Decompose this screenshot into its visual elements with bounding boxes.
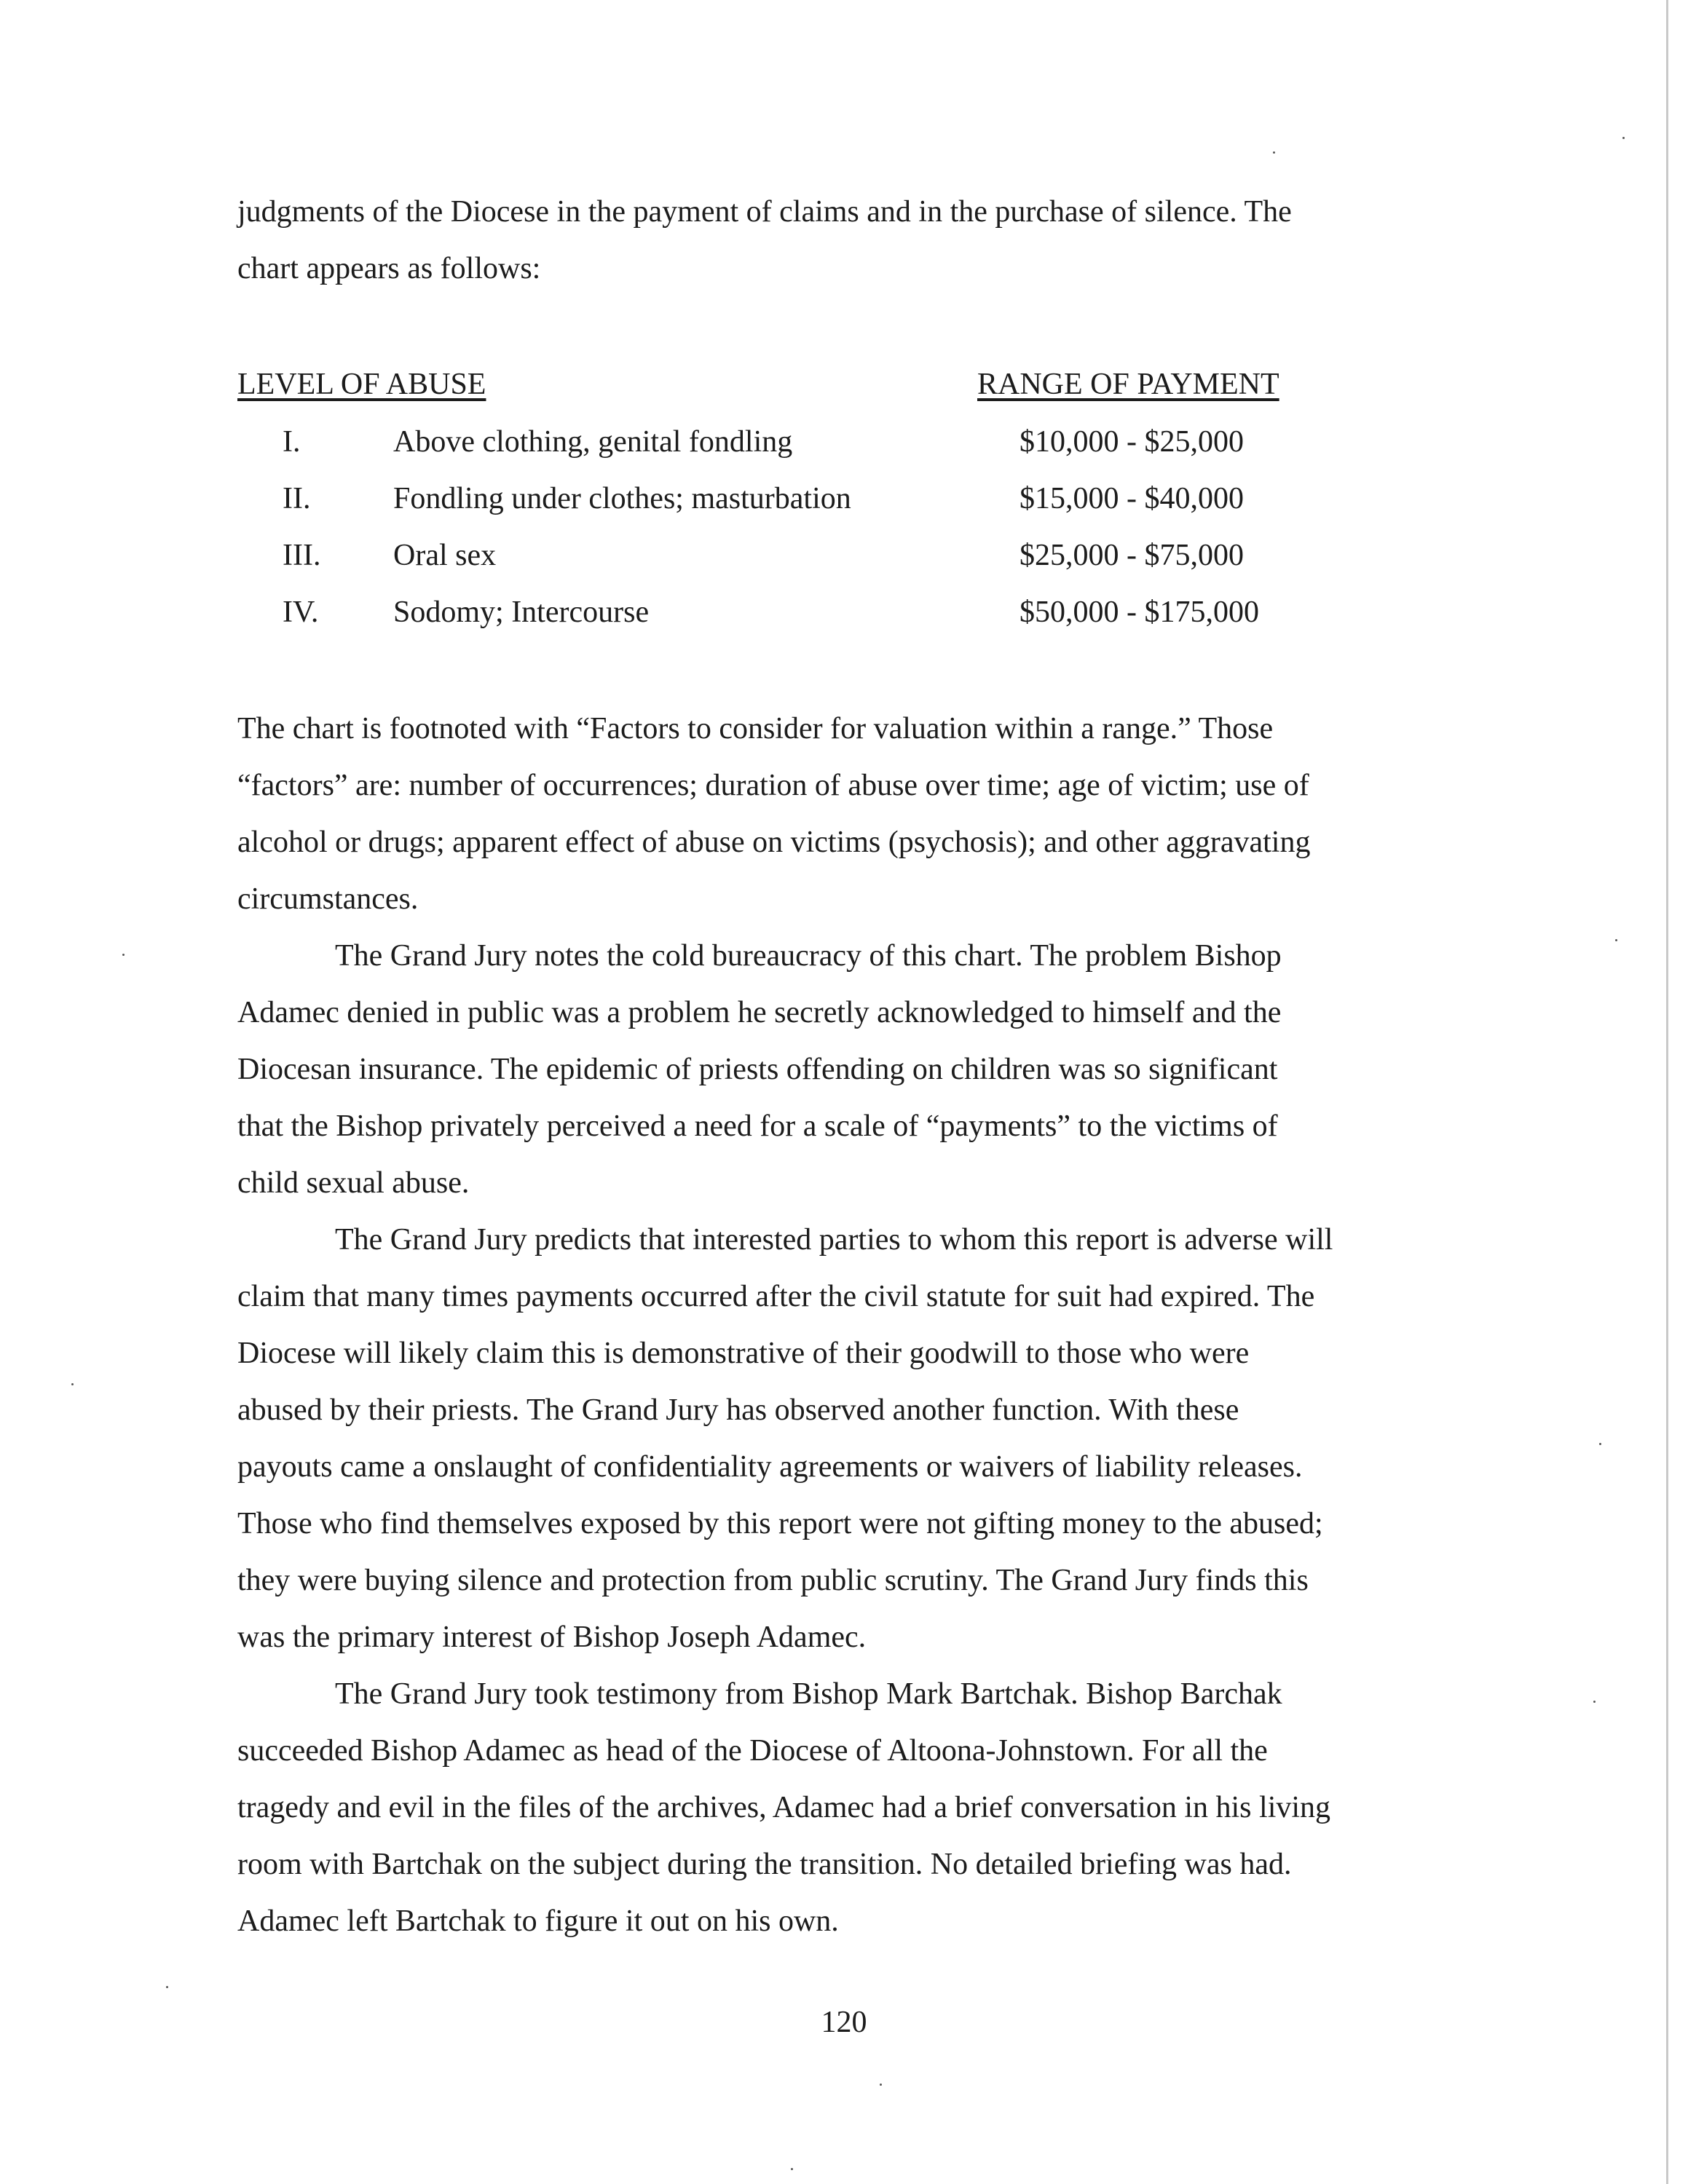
level-number: III. <box>283 539 321 572</box>
paragraph-line: Diocesan insurance. The epidemic of priests offending on children was so significant <box>237 1053 1278 1086</box>
paragraph-line: abused by their priests. The Grand Jury has observed another function. With these <box>237 1393 1239 1427</box>
payment-range: $25,000 - $75,000 <box>1019 539 1244 572</box>
scan-edge-line <box>1666 0 1668 2184</box>
paragraph-line: Those who find themselves exposed by this report were not gifting money to the abused; <box>237 1507 1323 1540</box>
table-row <box>0 414 1688 470</box>
level-number: I. <box>283 425 301 459</box>
paragraph-line: payouts came a onslaught of confidentiality agreements or waivers of liability releases. <box>237 1450 1303 1484</box>
paragraph-line: succeeded Bishop Adamec as head of the Diocese of Altoona-Johnstown. For all the <box>237 1734 1268 1768</box>
scan-speck <box>122 954 125 956</box>
level-description: Fondling under clothes; masturbation <box>393 482 851 515</box>
paragraph-line: room with Bartchak on the subject during the transition. No detailed briefing was had. <box>237 1848 1292 1881</box>
payment-range: $50,000 - $175,000 <box>1019 596 1259 629</box>
paragraph-line: alcohol or drugs; apparent effect of abuse on victims (psychosis); and other aggravating <box>237 826 1311 859</box>
paragraph-line: The Grand Jury predicts that interested parties to whom this report is adverse will <box>335 1223 1333 1257</box>
table-header-range: RANGE OF PAYMENT <box>977 368 1279 401</box>
scan-speck <box>791 2168 793 2170</box>
paragraph-line: child sexual abuse. <box>237 1166 470 1200</box>
level-description: Sodomy; Intercourse <box>393 596 650 629</box>
intro-paragraph <box>237 183 1432 297</box>
scan-speck <box>1273 151 1275 154</box>
paragraph-line: The Grand Jury notes the cold bureaucracy of this chart. The problem Bishop <box>335 939 1282 973</box>
scan-speck <box>1593 1701 1596 1703</box>
scan-speck <box>1622 137 1625 139</box>
level-description: Above clothing, genital fondling <box>393 425 793 459</box>
paragraph-line: that the Bishop privately perceived a need for a scale of “payments” to the victims of <box>237 1109 1278 1143</box>
paragraph-line: Adamec left Bartchak to figure it out on his own. <box>237 1904 839 1938</box>
scan-speck <box>166 1986 168 1988</box>
scan-speck <box>71 1383 74 1385</box>
paragraph-line: claim that many times payments occurred after the civil statute for suit had expired. The <box>237 1280 1315 1313</box>
body-paragraph <box>237 1211 1432 1666</box>
table-header-level: LEVEL OF ABUSE <box>237 368 486 401</box>
table-row <box>0 527 1688 584</box>
payment-range: $10,000 - $25,000 <box>1019 425 1244 459</box>
level-number: IV. <box>283 596 319 629</box>
paragraph-line: Diocese will likely claim this is demonstrative of their goodwill to those who were <box>237 1337 1250 1370</box>
paragraph-line: tragedy and evil in the files of the archives, Adamec had a brief conversation in his living <box>237 1791 1331 1824</box>
paragraph-line: circumstances. <box>237 882 419 916</box>
table-row <box>0 470 1688 527</box>
level-number: II. <box>283 482 311 515</box>
paragraph-line: The chart is footnoted with “Factors to consider for valuation within a range.” Those <box>237 712 1274 745</box>
intro-line: chart appears as follows: <box>237 252 541 285</box>
paragraph-line: they were buying silence and protection from public scrutiny. The Grand Jury finds this <box>237 1564 1309 1597</box>
paragraph-line: The Grand Jury took testimony from Bishop Mark Bartchak. Bishop Barchak <box>335 1677 1282 1711</box>
paragraph-line: Adamec denied in public was a problem he secretly acknowledged to himself and the <box>237 996 1282 1029</box>
body-paragraph <box>237 927 1432 1211</box>
paragraph-line: “factors” are: number of occurrences; duration of abuse over time; age of victim; use of <box>237 769 1309 802</box>
scan-speck <box>1615 939 1617 941</box>
intro-line: judgments of the Diocese in the payment of claims and in the purchase of silence. The <box>237 195 1292 229</box>
paragraph-line: was the primary interest of Bishop Joseph Adamec. <box>237 1621 867 1654</box>
payment-range: $15,000 - $40,000 <box>1019 482 1244 515</box>
level-description: Oral sex <box>393 539 497 572</box>
body-paragraph <box>237 1666 1432 1950</box>
table-row <box>0 584 1688 641</box>
scan-speck <box>1599 1443 1601 1445</box>
page-number: 120 <box>821 2006 867 2039</box>
body-paragraph <box>237 700 1432 927</box>
scan-speck <box>880 2084 882 2086</box>
